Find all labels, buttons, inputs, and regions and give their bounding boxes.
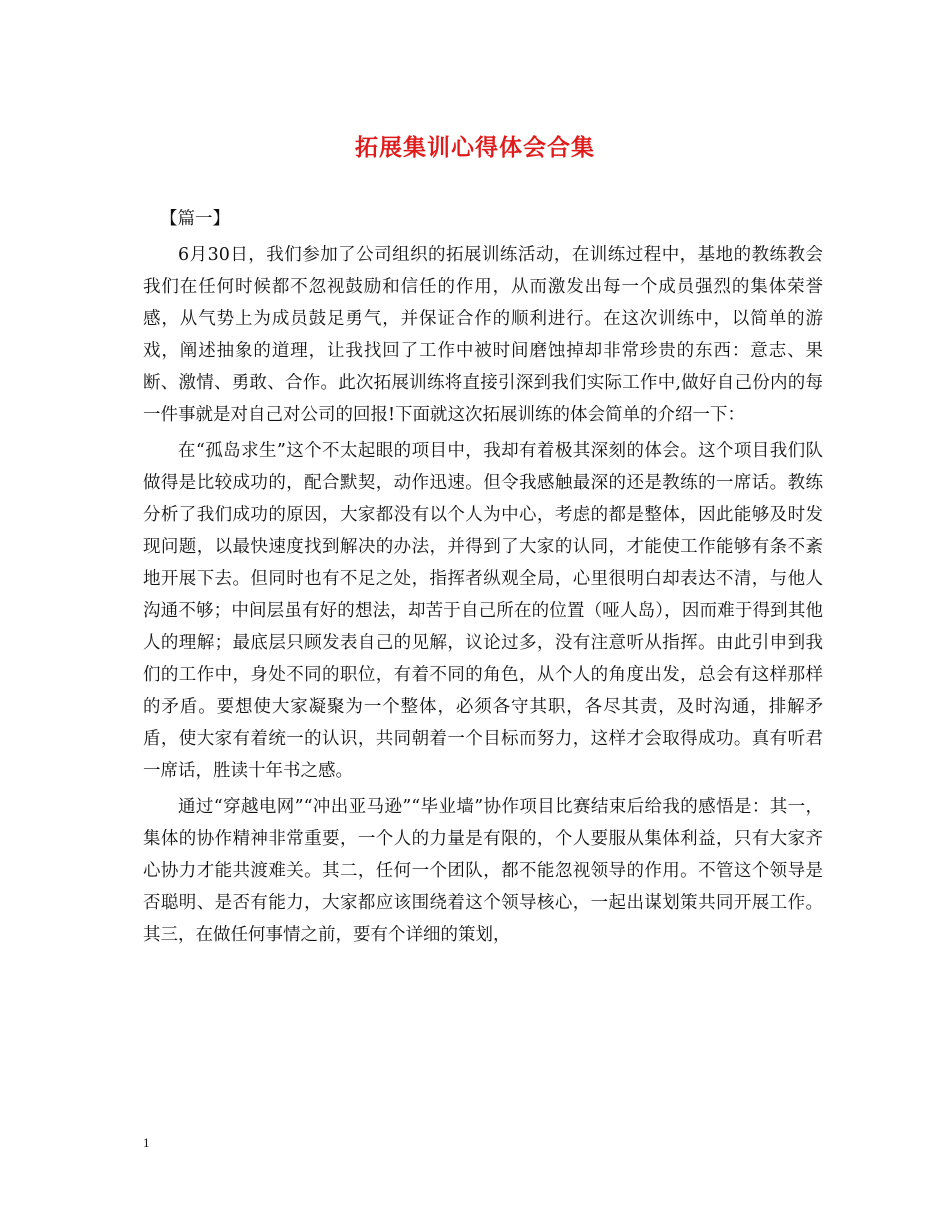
paragraph-3: 通过“穿越电网”“冲出亚马逊”“毕业墙”协作项目比赛结束后给我的感悟是：其一，集体的协作精神非常重要，一个人的力量是有限的，个人要服从集体利益，只有大家齐心协力才能共渡难关。其二，任何一个团队，都不能忽视领导的作用。不管这个领导是否聪明、是否有能力，大家都应该围绕着这个领导核心，一起出谋划策共同开展工作。其三，在做任何事情之前，要有个详细的策划， bbox=[143, 797, 823, 945]
page-title: 拓展集训心得体会合集 bbox=[355, 134, 595, 161]
document-body bbox=[143, 203, 823, 955]
paragraph-1: 6月30日，我们参加了公司组织的拓展训练活动，在训练过程中，基地的教练教会我们在任何时候都不忽视鼓励和信任的作用，从而激发出每一个成员强烈的集体荣誉感，从气势上为成员鼓足勇气，并保证合作的顺利进行。在这次训练中，以简单的游戏，阐述抽象的道理，让我找回了工作中被时间磨蚀掉却非常珍贵的东西：意志、果断、激情、勇敢、合作。此次拓展训练将直接引深到我们实际工作中,做好自己份内的每一件事就是对自己对公司的回报!下面就这次拓展训练的体会简单的介绍一下： bbox=[143, 245, 823, 425]
section-label: 【篇一】 bbox=[160, 209, 230, 229]
page-number: 1 bbox=[143, 1135, 150, 1150]
paragraph-2: 在“孤岛求生”这个不太起眼的项目中，我却有着极其深刻的体会。这个项目我们队做得是比较成功的，配合默契，动作迅速。但令我感触最深的还是教练的一席话。教练分析了我们成功的原因，大家都没有以个人为中心，考虑的都是整体，因此能够及时发现问题，以最快速度找到解决的办法，并得到了大家的认同，才能使工作能够有条不紊地开展下去。但同时也有不足之处，指挥者纵观全局，心里很明白却表达不清，与他人沟通不够；中间层虽有好的想法，却苦于自己所在的位置（哑人岛），因而难于得到其他人的理解；最底层只顾发表自己的见解，议论过多，没有注意听从指挥。由此引申到我们的工作中，身处不同的职位，有着不同的角色，从个人的角度出发，总会有这样那样的矛盾。要想使大家凝聚为一个整体，必须各守其职，各尽其责，及时沟通，排解矛盾，使大家有着统一的认识，共同朝着一个目标而努力，这样才会取得成功。真有听君一席话，胜读十年书之感。 bbox=[143, 441, 823, 781]
